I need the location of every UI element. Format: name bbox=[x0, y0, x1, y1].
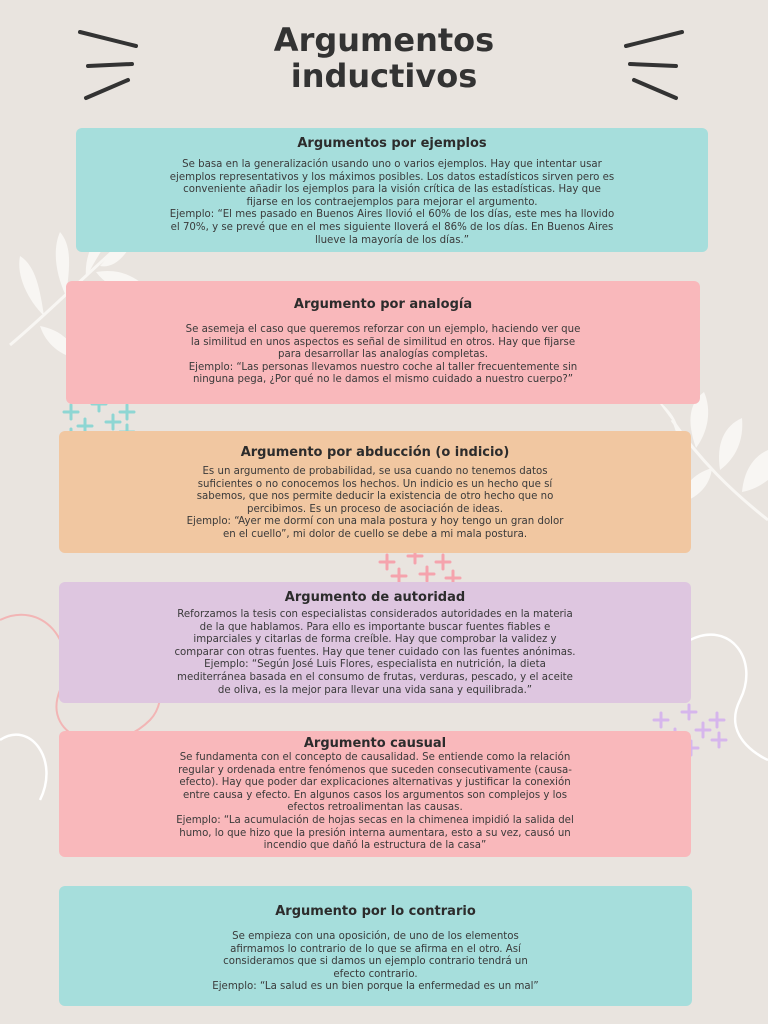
section-card-autoridad bbox=[59, 582, 691, 703]
section-body: Se empieza con una oposición, de uno de los elementos afirmamos lo contrario de lo que se afirma en el otro. Así consideramos que si damos un ejemplo contrario tendrá un efecto contrario. Ejemplo: “La salud es un bien porque la enfermedad es un mal” bbox=[212, 931, 539, 993]
section-heading: Argumento por abducción (o indicio) bbox=[240, 445, 510, 460]
section-card-contrario bbox=[59, 886, 692, 1006]
section-body: Se fundamenta con el concepto de causalidad. Se entiende como la relación regular y ordenada entre fenómenos que suceden consecutivamente (causa- efecto). Hay que poder dar explicaciones alternativas y justificar la conexión entre causa y efecto. En algunos casos los argumentos son complejos y los efectos retroalimentan las causas. Ejemplo: “La acumulación de hojas secas en la chimenea impidió la salida del humo, lo que hizo que la presión interna aumentara, esto a su vez, causó un incendio que dañó la estructura de la casa” bbox=[176, 752, 574, 852]
cross-pattern-pink-icon bbox=[380, 549, 460, 585]
section-heading: Argumentos por ejemplos bbox=[297, 136, 487, 151]
section-body: Se basa en la generalización usando uno o varios ejemplos. Hay que intentar usar ejemplos representativos y los máximos posibles. Los datos estadísticos sirven pero es conveniente añadir los ejemplos para la visión crítica de las estadísticas. Hay que fijarse en los contraejemplos para mejorar el argumento. Ejemplo: “El mes pasado en Buenos Aires llovió el 60% de los días, este mes ha llovido el 70%, y se prevé que en el mes siguiente lloverá el 86% de los días. En Buenos Aires llueve la mayoría de los días.” bbox=[169, 159, 615, 246]
section-heading: Argumento por lo contrario bbox=[275, 904, 476, 919]
swirl-line-right bbox=[690, 635, 768, 760]
section-heading: Argumento de autoridad bbox=[284, 590, 466, 605]
section-heading: Argumento por analogía bbox=[293, 297, 473, 312]
section-card-causual bbox=[59, 731, 691, 857]
section-body: Reforzamos la tesis con especialistas considerados autoridades en la materia de la que hablamos. Para ello es importante buscar fuentes fiables e imparciales y citarlas de forma creíble. Hay que comprobar la validez y comparar con otras fuentes. Hay que tener cuidado con las fuentes anónimas. Ejemplo: “Según José Luis Flores, especialista en nutrición, la dieta mediterránea basada en el consumo de frutas, verduras, pescado, y el aceite de oliva, es la mejor para llevar una vida sana y equilibrada.” bbox=[174, 609, 576, 696]
page-title bbox=[0, 22, 768, 94]
section-heading: Argumento causual bbox=[303, 736, 447, 751]
section-body: Se asemeja el caso que queremos reforzar con un ejemplo, haciendo ver que la similitud en unos aspectos es señal de similitud en otros. Hay que fijarse para desarrollar las analogías completas. Ejemplo: “Las personas llevamos nuestro coche al taller frecuentemente sin ninguna pega, ¿Por qué no le damos el mismo cuidado a nuestro cuerpo?” bbox=[185, 324, 581, 386]
page-title-line-1: Argumentos bbox=[273, 21, 495, 59]
section-card-ejemplos bbox=[76, 128, 708, 252]
section-card-analogia bbox=[66, 281, 700, 404]
section-body: Es un argumento de probabilidad, se usa cuando no tenemos datos suficientes o no conocemos los hechos. Un indicio es un hecho que sí sabemos, que nos permite deducir la existencia de otro hecho que no percibimos. Es un proceso de asociación de ideas. Ejemplo: “Ayer me dormí con una mala postura y hoy tengo un gran dolor en el cuello”, mi dolor de cuello se debe a mi mala postura. bbox=[186, 466, 564, 540]
page-title-line-2: inductivos bbox=[290, 57, 478, 95]
section-card-abduccion bbox=[59, 431, 691, 553]
